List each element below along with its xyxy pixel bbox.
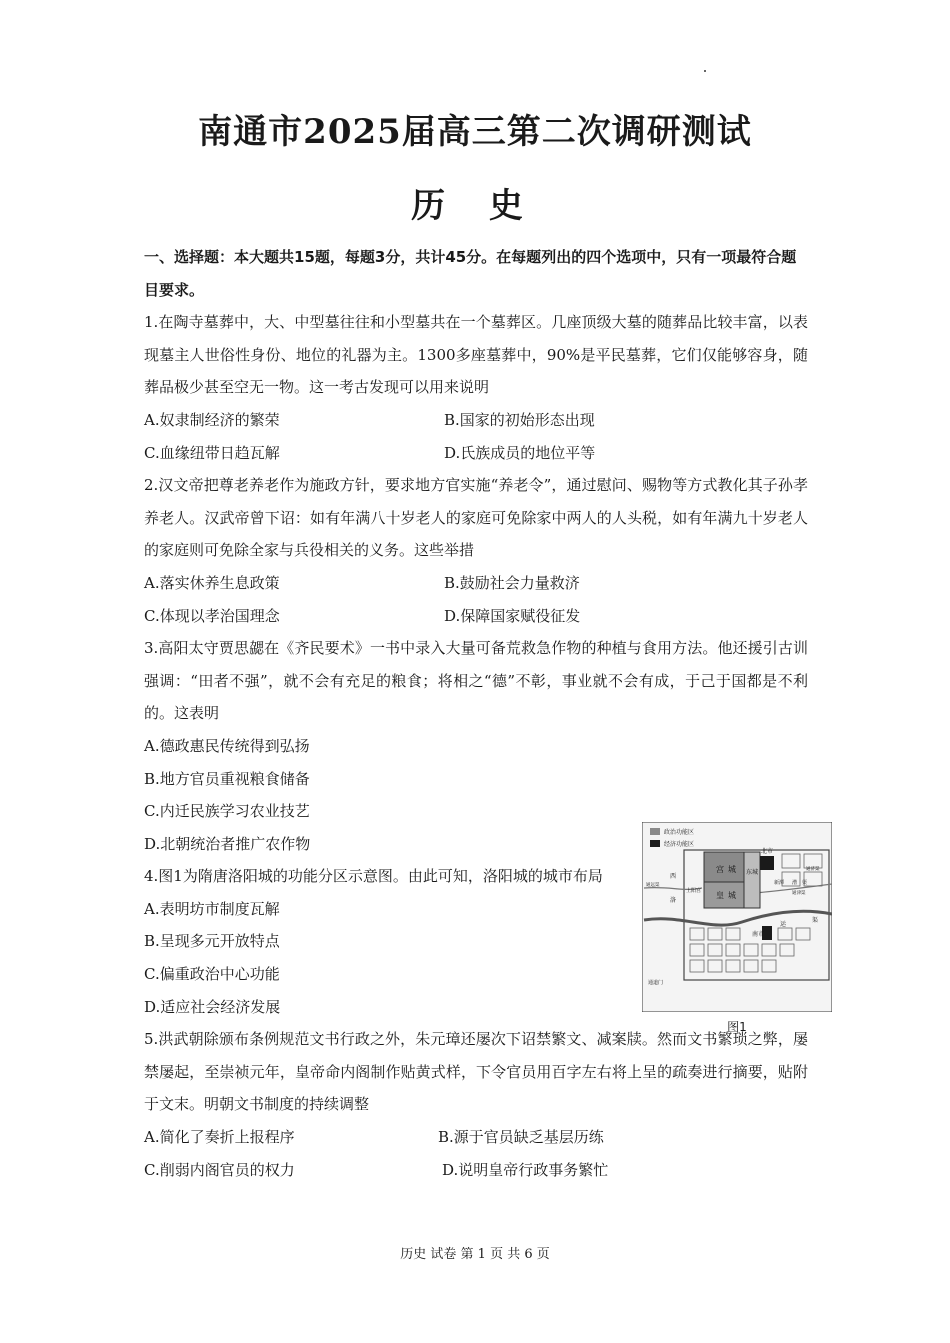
label-qu: 渠	[802, 880, 808, 886]
option-c[interactable]: C.体现以孝治国理念	[144, 606, 280, 625]
figure-caption: 图1	[727, 1020, 747, 1034]
label-yun: 运	[780, 921, 787, 928]
option-b[interactable]: B.源于官员缺乏基层历练	[438, 1128, 604, 1147]
option-a[interactable]: A.德政惠民传统得到弘扬	[144, 736, 310, 755]
question-1	[144, 306, 808, 469]
legend-political-swatch	[650, 828, 660, 835]
section-heading: 一、选择题：本大题共15题，每题3分，共计45分。在每题列出的四个选项中，只有一项最符合题目要求。	[144, 248, 797, 299]
label-south-market: 南市	[752, 931, 765, 938]
option-d[interactable]: D.北朝统治者推广农作物	[144, 834, 311, 853]
legend-political-label: 政治功能区	[664, 829, 695, 836]
palace-city	[704, 852, 744, 882]
question-2	[144, 469, 808, 632]
label-luo: 洛	[670, 897, 677, 904]
option-b[interactable]: B.呈现多元开放特点	[144, 932, 280, 951]
luoyang-map-figure	[642, 822, 832, 1012]
question-stem: 5.洪武朝除颁布条例规范文书行政之外，朱元璋还屡次下诏禁繁文、减案牍。然而文书繁琐之弊，屡禁屡起，至崇祯元年，皇帝命内阁制作贴黄式样，下令官员用百字左右将上呈的疏奏进行摘要，贴附于文末。明朝文书制度的持续调整	[144, 1030, 808, 1114]
option-a[interactable]: A.简化了奏折上报程序	[144, 1128, 295, 1147]
legend-economic-label: 经济功能区	[664, 841, 695, 848]
exam-title: 南通市2025届高三第二次调研测试	[198, 112, 752, 152]
label-tongjin: 通津渠	[792, 891, 806, 896]
east-city	[744, 852, 760, 908]
label-cheng: 城	[728, 865, 736, 874]
label-cheng2: 城	[728, 891, 736, 900]
option-b[interactable]: B.地方官员重视粮食储备	[144, 769, 310, 788]
label-tongji: 通济渠	[806, 867, 820, 872]
north-market	[760, 856, 774, 870]
option-a[interactable]: A.表明坊市制度瓦解	[144, 899, 280, 918]
option-c[interactable]: C.偏重政治中心功能	[144, 965, 280, 984]
question-block-top	[144, 241, 808, 1186]
option-d[interactable]: D.适应社会经济发展	[144, 997, 281, 1016]
question-stem: 2.汉文帝把尊老养老作为施政方针，要求地方官实施“养老令”，通过慰问、赐物等方式教化其子孙孝养老人。汉武帝曾下诏：如有年满八十岁老人的家庭可免除家中两人的人头税，如有年满九十岁老人的家庭则可免除全家与兵役相关的义务。这些举措	[144, 476, 808, 560]
option-c[interactable]: C.内迁民族学习农业技艺	[144, 802, 310, 821]
option-b[interactable]: B.鼓励社会力量救济	[444, 573, 580, 592]
option-b[interactable]: B.国家的初始形态出现	[444, 410, 595, 429]
label-shangyang: 上阳宫	[686, 888, 702, 894]
label-cao: 漕	[792, 880, 798, 886]
question-stem: 4.图1为隋唐洛阳城的功能分区示意图。由此可知，洛阳城的城市布局	[144, 867, 603, 886]
label-huang: 皇	[716, 891, 724, 900]
imperial-city	[704, 882, 744, 908]
option-d[interactable]: D.保障国家赋役征发	[444, 606, 581, 625]
label-xintan: 新潭	[774, 880, 785, 886]
question-stem: 1.在陶寺墓葬中，大、中型墓往往和小型墓共在一个墓葬区。几座顶级大墓的随葬品比较丰富，以表现墓主人世俗性身份、地位的礼器为主。1300多座墓葬中，90%是平民墓葬，它们仅能够容身，随葬品极少甚至空无一物。这一考古发现可以用来说明	[144, 313, 808, 397]
label-tongdao: 通道门	[648, 980, 664, 986]
option-a[interactable]: A.奴隶制经济的繁荣	[144, 410, 280, 429]
option-d[interactable]: D.氏族成员的地位平等	[444, 443, 596, 462]
label-dongcheng: 东城	[746, 869, 759, 876]
label-north-market: 北市	[761, 848, 774, 855]
scan-speck	[704, 70, 706, 72]
label-xi: 西	[670, 873, 677, 880]
subject-title: 历 史	[411, 186, 539, 226]
legend-economic-swatch	[650, 840, 660, 847]
label-tongyuan: 通远渠	[646, 883, 660, 888]
option-a[interactable]: A.落实休养生息政策	[144, 573, 280, 592]
question-5	[144, 1023, 808, 1186]
option-d[interactable]: D.说明皇帝行政事务繁忙	[442, 1160, 609, 1179]
question-stem: 3.高阳太守贾思勰在《齐民要术》一书中录入大量可备荒救急作物的种植与食用方法。他还援引古训强调：“田者不强”，就不会有充足的粮食；将相之“德”不彰，事业就不会有成，于己于国都是不利的。这表明	[144, 639, 808, 723]
option-c[interactable]: C.削弱内阁官员的权力	[144, 1160, 295, 1179]
page-footer: 历史 试卷 第 1 页 共 6 页	[400, 1247, 550, 1262]
option-c[interactable]: C.血缘纽带日趋瓦解	[144, 443, 280, 462]
label-qu2: 渠	[812, 917, 819, 924]
label-gong: 宫	[716, 865, 724, 874]
